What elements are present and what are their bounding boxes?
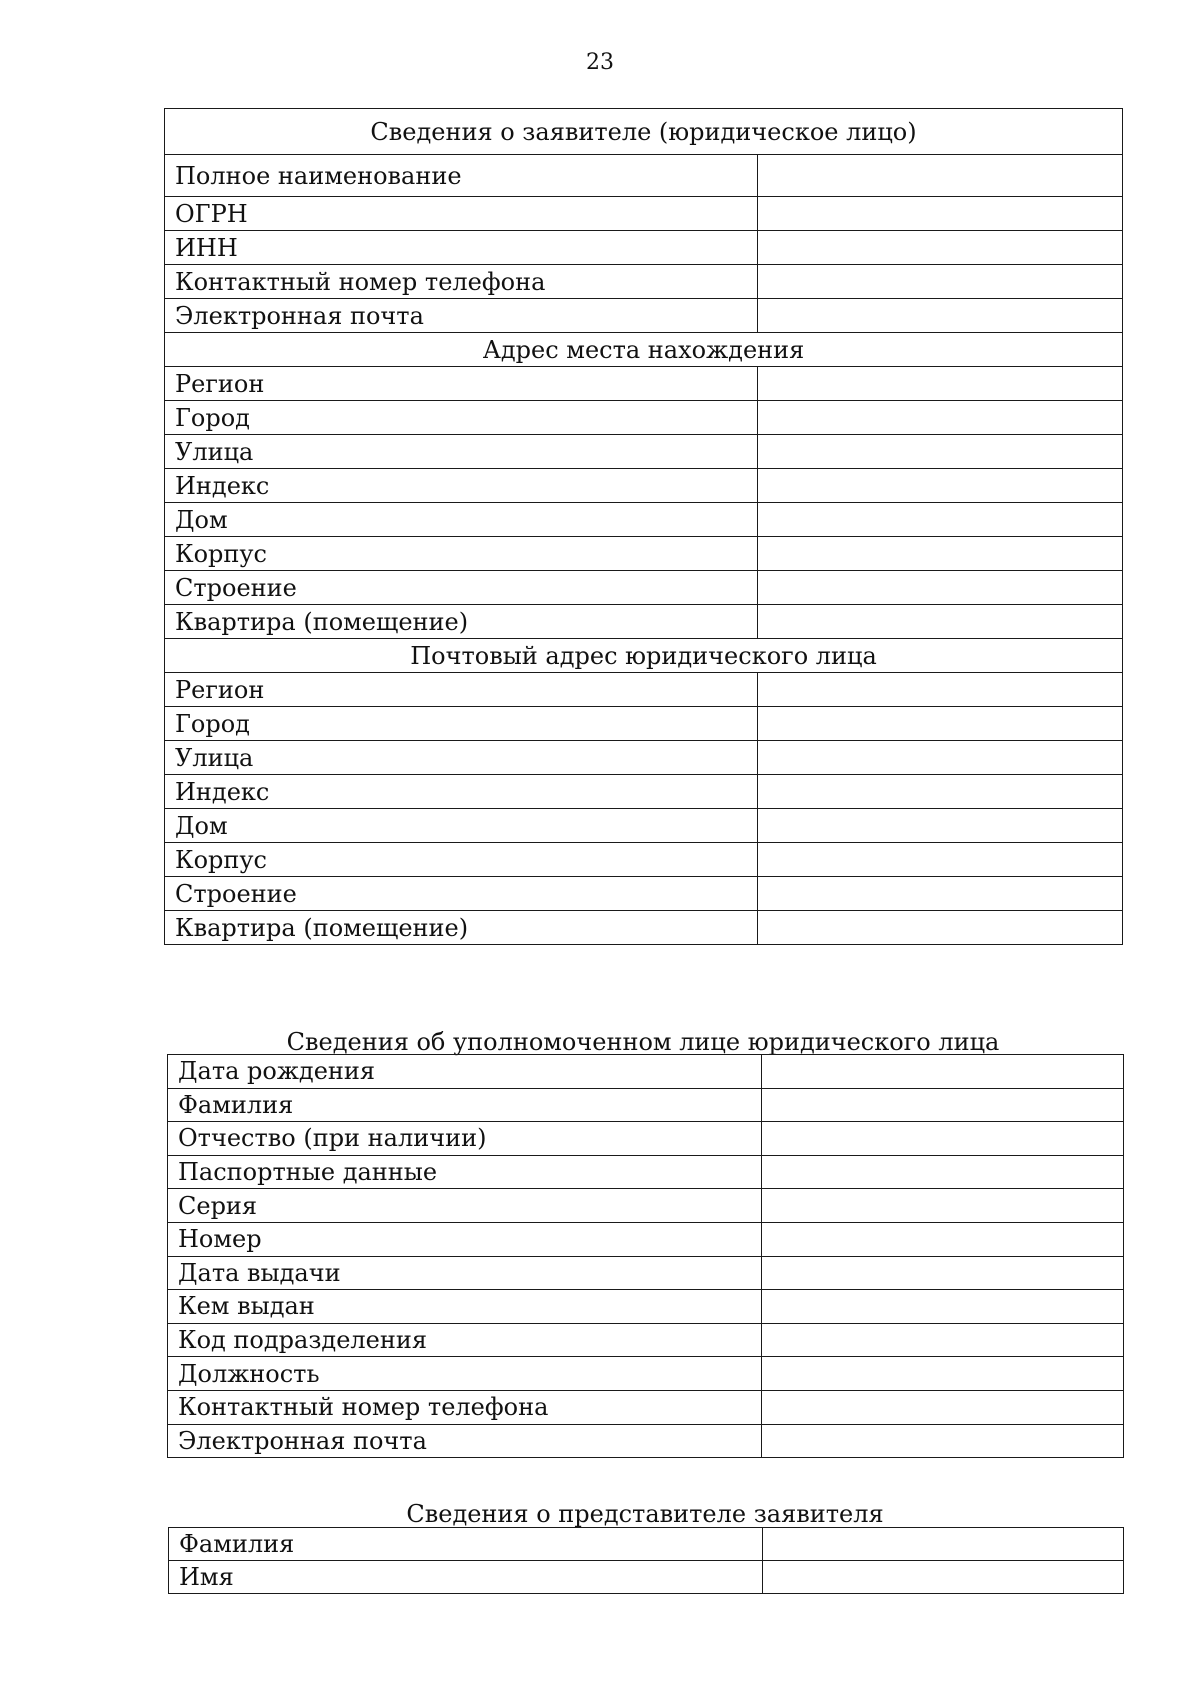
- table-row: [165, 707, 1123, 741]
- field-value[interactable]: [762, 1222, 1124, 1256]
- field-value[interactable]: [758, 877, 1123, 911]
- table-row: [165, 469, 1123, 503]
- field-value[interactable]: [762, 1323, 1124, 1357]
- table-row: [165, 401, 1123, 435]
- table-row: [165, 503, 1123, 537]
- field-value[interactable]: [762, 1088, 1124, 1122]
- field-value[interactable]: [758, 367, 1123, 401]
- table-row: [168, 1055, 1124, 1089]
- section-header-row: [165, 333, 1123, 367]
- field-value[interactable]: [758, 469, 1123, 503]
- field-value[interactable]: [758, 571, 1123, 605]
- field-value[interactable]: [762, 1155, 1124, 1189]
- field-label: Имя: [169, 1561, 763, 1594]
- location-address-title: Адрес места нахождения: [165, 333, 1123, 367]
- field-label: Отчество (при наличии): [168, 1122, 762, 1156]
- legal-entity-table: [164, 108, 1123, 945]
- field-value[interactable]: [758, 537, 1123, 571]
- field-label: ИНН: [165, 231, 758, 265]
- field-label: Дата рождения: [168, 1055, 762, 1089]
- field-label: Полное наименование: [165, 155, 758, 197]
- table-row: [168, 1155, 1124, 1189]
- authorized-person-title: Сведения об уполномоченном лице юридического лица: [286, 1028, 1000, 1056]
- table-row: [165, 435, 1123, 469]
- field-value[interactable]: [758, 707, 1123, 741]
- representative-title: Сведения о представителе заявителя: [406, 1500, 884, 1528]
- table-row: [165, 571, 1123, 605]
- field-value[interactable]: [758, 605, 1123, 639]
- field-value[interactable]: [762, 1424, 1124, 1458]
- field-label: Кем выдан: [168, 1290, 762, 1324]
- field-label: Должность: [168, 1357, 762, 1391]
- field-label: Дом: [165, 809, 758, 843]
- field-label: Номер: [168, 1222, 762, 1256]
- authorized-person-table: [167, 1054, 1124, 1458]
- table-row: [165, 809, 1123, 843]
- field-label: Серия: [168, 1189, 762, 1223]
- field-value[interactable]: [758, 299, 1123, 333]
- field-label: Код подразделения: [168, 1323, 762, 1357]
- field-value[interactable]: [758, 809, 1123, 843]
- table-row: [168, 1189, 1124, 1223]
- table-row: [168, 1256, 1124, 1290]
- field-label: Контактный номер телефона: [165, 265, 758, 299]
- table-row: [168, 1357, 1124, 1391]
- section-header-row: [165, 639, 1123, 673]
- field-value[interactable]: [762, 1290, 1124, 1324]
- table-row: [168, 1290, 1124, 1324]
- field-value[interactable]: [758, 231, 1123, 265]
- table-row: [168, 1122, 1124, 1156]
- field-label: Квартира (помещение): [165, 911, 758, 945]
- table-row: [168, 1323, 1124, 1357]
- field-value[interactable]: [758, 197, 1123, 231]
- field-label: Дата выдачи: [168, 1256, 762, 1290]
- field-value[interactable]: [758, 911, 1123, 945]
- representative-table: [168, 1527, 1124, 1594]
- field-label: Город: [165, 707, 758, 741]
- field-value[interactable]: [758, 741, 1123, 775]
- field-value[interactable]: [758, 265, 1123, 299]
- field-value[interactable]: [758, 155, 1123, 197]
- field-value[interactable]: [763, 1528, 1124, 1561]
- table-row: [168, 1088, 1124, 1122]
- table-row: [168, 1424, 1124, 1458]
- field-label: ОГРН: [165, 197, 758, 231]
- field-label: Фамилия: [169, 1528, 763, 1561]
- field-value[interactable]: [762, 1357, 1124, 1391]
- field-value[interactable]: [762, 1189, 1124, 1223]
- field-label: Строение: [165, 571, 758, 605]
- field-label: Улица: [165, 741, 758, 775]
- field-value[interactable]: [758, 775, 1123, 809]
- postal-address-title: Почтовый адрес юридического лица: [165, 639, 1123, 673]
- table-row: [165, 673, 1123, 707]
- field-value[interactable]: [758, 673, 1123, 707]
- field-label: Регион: [165, 367, 758, 401]
- table-row: [165, 775, 1123, 809]
- table-row: [165, 911, 1123, 945]
- field-label: Квартира (помещение): [165, 605, 758, 639]
- field-label: Электронная почта: [168, 1424, 762, 1458]
- table-row: [165, 155, 1123, 197]
- field-label: Контактный номер телефона: [168, 1390, 762, 1424]
- field-value[interactable]: [762, 1055, 1124, 1089]
- table-row: [165, 299, 1123, 333]
- field-value[interactable]: [758, 843, 1123, 877]
- table-row: [169, 1561, 1124, 1594]
- table-row: [169, 1528, 1124, 1561]
- table-row: [165, 877, 1123, 911]
- table-row: [165, 231, 1123, 265]
- legal-entity-title: Сведения о заявителе (юридическое лицо): [165, 109, 1123, 155]
- table-row: [168, 1222, 1124, 1256]
- field-label: Электронная почта: [165, 299, 758, 333]
- table-row: [168, 1390, 1124, 1424]
- field-label: Строение: [165, 877, 758, 911]
- field-label: Город: [165, 401, 758, 435]
- table-row: [165, 367, 1123, 401]
- table-row: [165, 843, 1123, 877]
- table-row: [165, 197, 1123, 231]
- field-value[interactable]: [762, 1122, 1124, 1156]
- field-label: Дом: [165, 503, 758, 537]
- field-label: Улица: [165, 435, 758, 469]
- field-value[interactable]: [762, 1256, 1124, 1290]
- field-label: Фамилия: [168, 1088, 762, 1122]
- field-label: Корпус: [165, 843, 758, 877]
- table-row: [165, 537, 1123, 571]
- field-value[interactable]: [758, 435, 1123, 469]
- page-number: 23: [586, 50, 614, 75]
- table-row: [165, 741, 1123, 775]
- field-label: Регион: [165, 673, 758, 707]
- field-label: Индекс: [165, 775, 758, 809]
- field-label: Индекс: [165, 469, 758, 503]
- table-row: [165, 605, 1123, 639]
- field-label: Паспортные данные: [168, 1155, 762, 1189]
- field-value[interactable]: [758, 401, 1123, 435]
- field-value[interactable]: [758, 503, 1123, 537]
- field-label: Корпус: [165, 537, 758, 571]
- field-value[interactable]: [763, 1561, 1124, 1594]
- table-row: [165, 265, 1123, 299]
- field-value[interactable]: [762, 1390, 1124, 1424]
- table-header-row: [165, 109, 1123, 155]
